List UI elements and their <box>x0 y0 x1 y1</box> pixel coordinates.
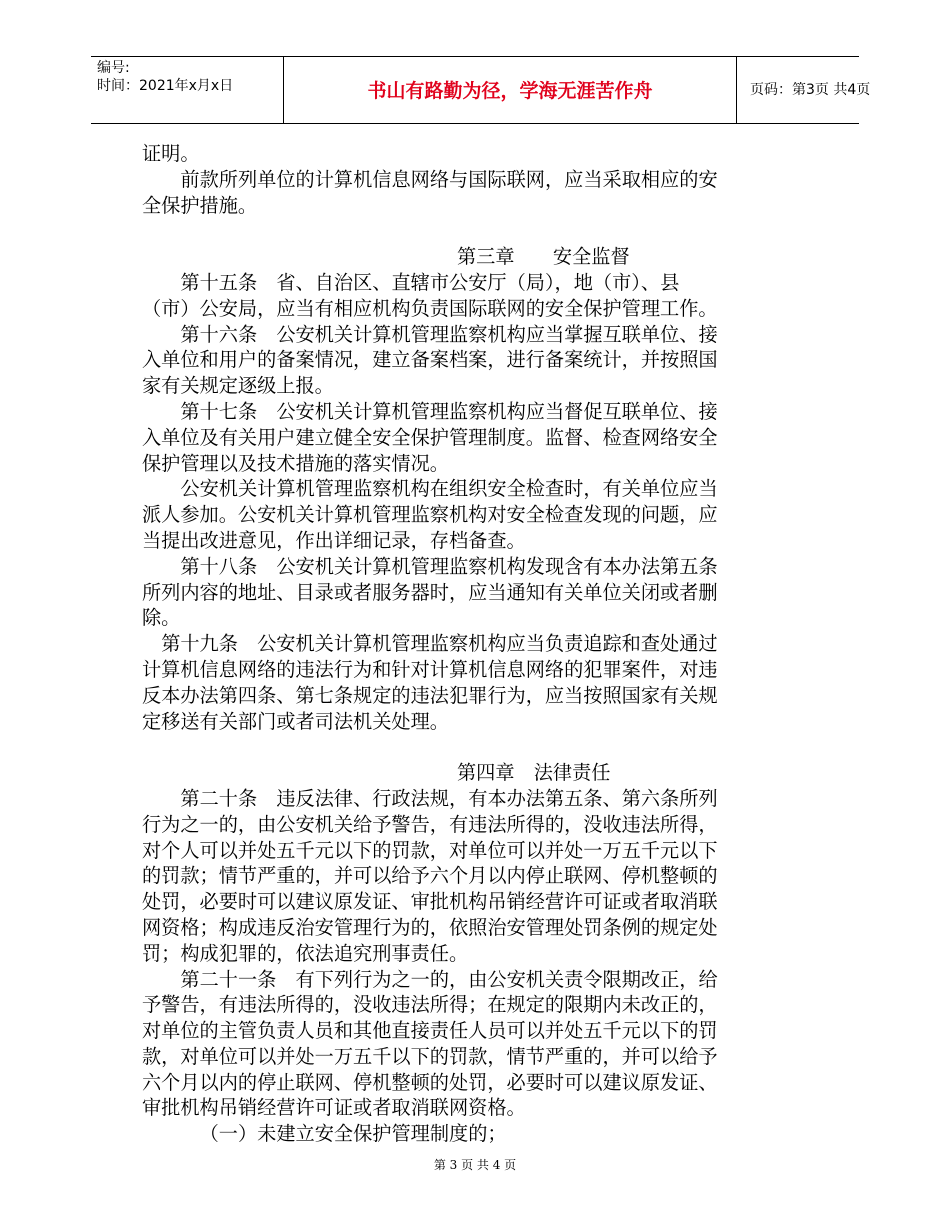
article-16-line: 第十六条 公安机关计算机管理监察机构应当掌握互联单位、接 <box>180 322 718 346</box>
paragraph-line: 证明。 <box>142 142 200 165</box>
article-18-line: 除。 <box>142 606 181 630</box>
article-20-line: 的罚款；情节严重的，并可以给予六个月以内停止联网、停机整顿的 <box>142 864 718 888</box>
article-21-line: 审批机构吊销经营许可证或者取消联网资格。 <box>142 1096 526 1120</box>
article-19-line: 计算机信息网络的违法行为和针对计算机信息网络的犯罪案件，对违 <box>142 657 718 681</box>
article-15-line: （市）公安局，应当有相应机构负责国际联网的安全保护管理工作。 <box>142 296 718 320</box>
document-time-label: 时间：2021年x月x日 <box>97 78 234 94</box>
article-20-line: 处罚，必要时可以建议原发证、审批机构吊销经营许可证或者取消联 <box>142 890 718 914</box>
article-15-line: 第十五条 省、自治区、直辖市公安厅（局），地（市）、县 <box>180 270 680 294</box>
page-header <box>91 56 871 124</box>
chapter-heading-3: 第三章 安全监督 <box>457 245 630 269</box>
document-body <box>142 141 810 1147</box>
article-19-line: 反本办法第四条、第七条规定的违法犯罪行为，应当按照国家有关规 <box>142 683 718 707</box>
chapter-heading-4: 第四章 法律责任 <box>457 761 611 785</box>
article-19-line: 第十九条 公安机关计算机管理监察机构应当负责追踪和查处通过 <box>161 632 718 656</box>
list-item: （一）未建立安全保护管理制度的； <box>199 1122 507 1146</box>
article-18-line: 第十八条 公安机关计算机管理监察机构发现含有本办法第五条 <box>180 554 718 578</box>
paragraph-line: 全保护措施。 <box>142 193 258 217</box>
header-motto: 书山有路勤为径，学海无涯苦作舟 <box>367 80 653 102</box>
article-21-line: 款，对单位可以并处一万五千以下的罚款，情节严重的，并可以给予 <box>142 1044 718 1068</box>
header-meta <box>91 57 283 123</box>
article-17-line: 当提出改进意见，作出详细记录，存档备查。 <box>142 528 526 552</box>
article-20-line: 对个人可以并处五千元以下的罚款，对单位可以并处一万五千元以下 <box>142 838 718 862</box>
article-21-line: 予警告，有违法所得的，没收违法所得；在规定的限期内未改正的， <box>142 993 718 1017</box>
spacer <box>142 734 810 760</box>
header-page-cell <box>736 57 871 123</box>
article-18-line: 所列内容的地址、目录或者服务器时，应当通知有关单位关闭或者删 <box>142 580 718 604</box>
document-number-label: 编号: <box>97 60 130 76</box>
article-17-line: 公安机关计算机管理监察机构在组织安全检查时，有关单位应当 <box>180 477 718 501</box>
spacer <box>142 218 810 244</box>
article-20-line: 网资格；构成违反治安管理行为的，依照治安管理处罚条例的规定处 <box>142 915 718 939</box>
article-21-line: 对单位的主管负责人员和其他直接责任人员可以并处五千元以下的罚 <box>142 1019 718 1043</box>
article-16-line: 入单位和用户的备案情况，建立备案档案，进行备案统计，并按照国 <box>142 348 718 372</box>
article-17-line: 派人参加。公安机关计算机管理监察机构对安全检查发现的问题，应 <box>142 503 718 527</box>
article-20-line: 第二十条 违反法律、行政法规，有本办法第五条、第六条所列 <box>180 786 718 810</box>
page-footer: 第 3 页 共 4 页 <box>433 1158 517 1172</box>
header-motto-cell <box>283 57 737 123</box>
paragraph-line: 前款所列单位的计算机信息网络与国际联网，应当采取相应的安 <box>180 167 718 191</box>
article-21-line: 六个月以内的停止联网、停机整顿的处罚，必要时可以建议原发证、 <box>142 1070 718 1094</box>
article-20-line: 罚；构成犯罪的，依法追究刑事责任。 <box>142 941 469 965</box>
article-16-line: 家有关规定逐级上报。 <box>142 374 334 398</box>
article-19-line: 定移送有关部门或者司法机关处理。 <box>142 709 449 733</box>
article-17-line: 第十七条 公安机关计算机管理监察机构应当督促互联单位、接 <box>180 399 718 423</box>
article-17-line: 保护管理以及技术措施的落实情况。 <box>142 451 449 475</box>
header-page-number: 页码：第3页 共4页 <box>750 82 871 98</box>
article-17-line: 入单位及有关用户建立健全安全保护管理制度。监督、检查网络安全 <box>142 425 718 449</box>
article-21-line: 第二十一条 有下列行为之一的，由公安机关责令限期改正，给 <box>180 967 718 991</box>
article-20-line: 行为之一的，由公安机关给予警告，有违法所得的，没收违法所得， <box>142 812 718 836</box>
